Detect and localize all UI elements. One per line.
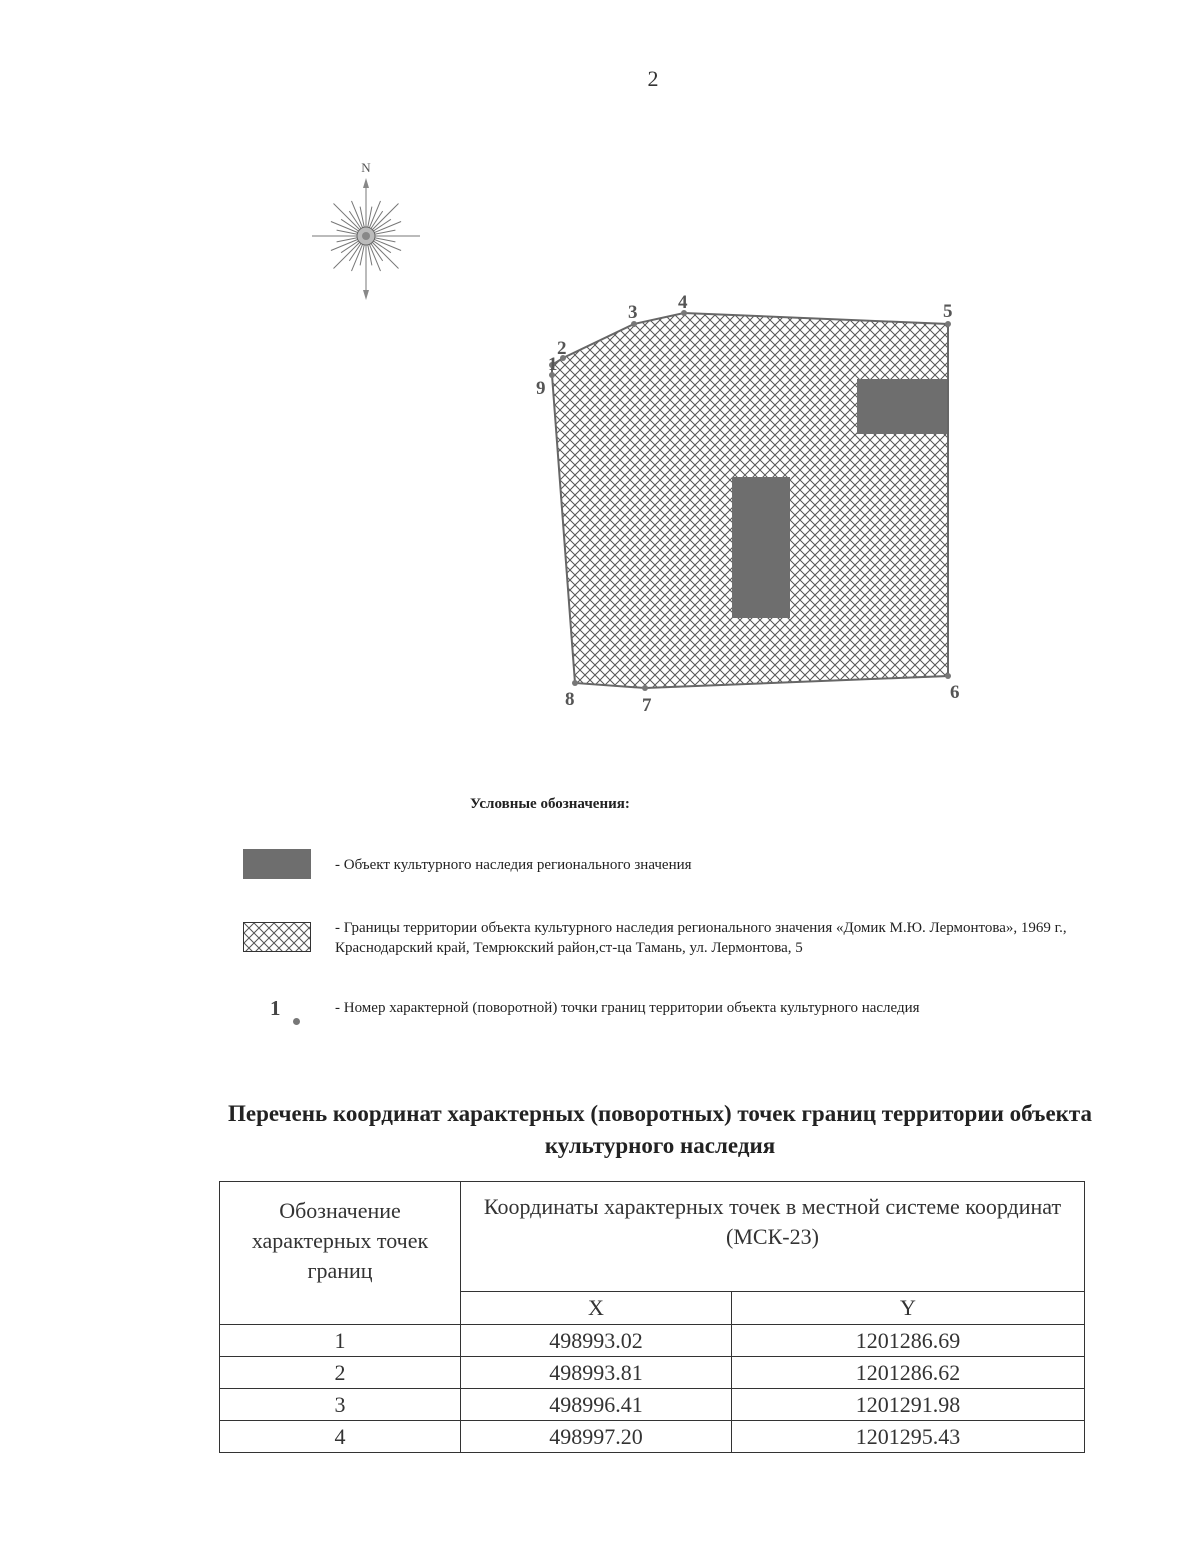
vertex-point [572,680,578,686]
cell-x: 498993.81 [461,1357,732,1389]
legend-item-territory [243,922,1143,966]
cell-y: 1201286.62 [732,1357,1085,1389]
heritage-building [732,477,790,618]
compass-north-label: N [361,160,371,175]
vertex-label: 7 [642,695,652,716]
coordinates-table [219,1181,1085,1453]
heritage-building [857,379,947,434]
table-row [220,1389,1085,1421]
legend-point-text: - Номер характерной (поворотной) точки границ территории объекта культурного наследия [335,1000,920,1016]
legend-item-object [243,849,1143,881]
cell-y: 1201291.98 [732,1389,1085,1421]
header-x: X [461,1291,732,1324]
cell-point: 1 [220,1325,461,1357]
site-plan [530,290,970,720]
header-y: Y [732,1291,1085,1324]
vertex-label: 3 [628,302,638,323]
cell-y: 1201286.69 [732,1325,1085,1357]
table-row [220,1325,1085,1357]
vertex-label: 5 [943,301,953,322]
territory-swatch [243,922,311,952]
table-title: Перечень координат характерных (поворотных) точек границ территории объекта культурного наследия [228,1101,1092,1158]
page-number: 2 [647,66,659,91]
vertex-label: 1 [548,354,558,375]
vertex-point [642,685,648,691]
legend-item-point [243,996,1143,1030]
legend-object-text: - Объект культурного наследия регионального значения [335,857,692,873]
compass-rose-icon [306,158,426,308]
cell-x: 498993.02 [461,1325,732,1357]
table-row [220,1421,1085,1453]
vertex-label: 2 [557,338,567,359]
cell-x: 498997.20 [461,1421,732,1453]
legend-point-number: 1 [270,996,281,1020]
table-row [220,1357,1085,1389]
vertex-label: 6 [950,682,960,703]
cell-point: 3 [220,1389,461,1421]
header-coords: Координаты характерных точек в местной системе координат (МСК-23) [461,1182,1085,1292]
legend-territory-text: - Границы территории объекта культурного наследия регионального значения «Домик М.Ю. Лермонтова», 1969 г., Краснодарский край, Темрюкский район,ст-ца Тамань, ул. Лермонтова, 5 [335,920,1067,956]
point-dot-icon [293,1018,300,1025]
vertex-point [945,673,951,679]
cell-y: 1201295.43 [732,1421,1085,1453]
cell-point: 2 [220,1357,461,1389]
vertex-label: 9 [536,378,546,399]
vertex-label: 4 [678,292,688,313]
cell-x: 498996.41 [461,1389,732,1421]
header-point: Обозначение характерных точек границ [220,1182,461,1325]
vertex-label: 8 [565,689,575,710]
legend-title: Условные обозначения: [470,796,630,812]
cell-point: 4 [220,1421,461,1453]
object-swatch [243,849,311,879]
